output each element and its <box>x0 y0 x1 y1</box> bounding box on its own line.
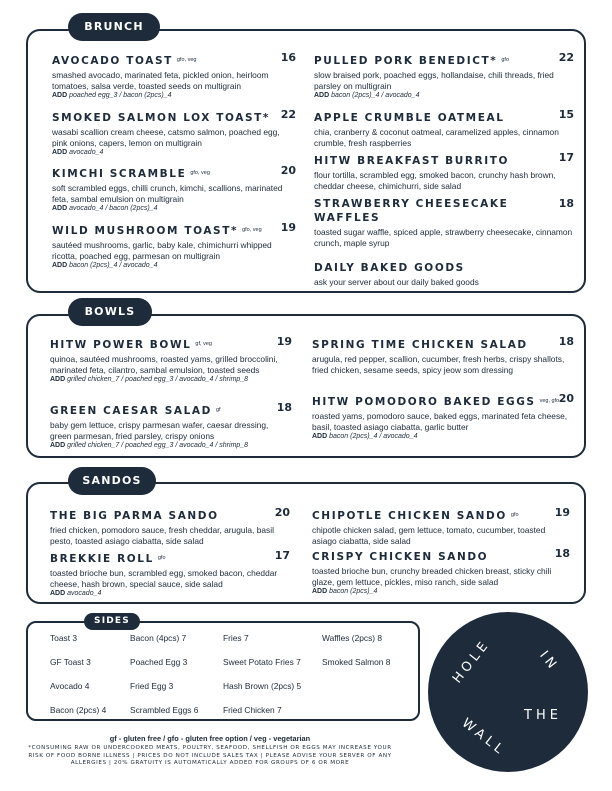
menu-item-kimchi-scramble <box>52 164 296 214</box>
item-tag: gf, veg <box>195 341 212 347</box>
side-bacon-4pcs: Bacon (4pcs) 7 <box>130 633 187 643</box>
item-description: chia, cranberry & coconut oatmeal, caramelized apples, cinnamon crumble, fresh raspberries <box>314 127 559 148</box>
logo-word-in: IN <box>536 648 562 675</box>
bowls-heading: BOWLS <box>68 298 152 326</box>
item-name: APPLE CRUMBLE OATMEAL <box>314 112 505 124</box>
sides-heading: SIDES <box>84 613 140 630</box>
item-name: WILD MUSHROOM TOAST* <box>52 225 239 237</box>
side-fries: Fries 7 <box>223 633 249 643</box>
side-hash-brown: Hash Brown (2pcs) 5 <box>223 681 302 691</box>
item-tag: veg, gfo <box>539 398 560 404</box>
item-price: 18 <box>554 547 570 560</box>
item-name: SPRING TIME CHICKEN SALAD <box>312 339 528 351</box>
menu-item-apple-crumble-oatmeal <box>314 108 574 148</box>
logo-word-hole: HOLE <box>449 636 494 687</box>
item-price: 18 <box>558 335 574 348</box>
item-tag: gfo, veg <box>176 57 197 63</box>
menu-item-strawberry-cheesecake-waffles <box>314 197 574 248</box>
menu-item-smoked-salmon-lox-toast <box>52 108 296 158</box>
item-price: 17 <box>274 549 290 562</box>
hole-in-the-wall-logo <box>428 612 588 772</box>
item-description: soft scrambled eggs, chilli crunch, kimchi, scallions, marinated feta, sambal emulsion on multigrain <box>52 183 283 204</box>
item-addons: ADD avocado_4 <box>50 590 102 598</box>
side-avocado: Avocado 4 <box>50 681 90 691</box>
menu-item-hitw-pomodoro-baked-eggs <box>312 392 574 442</box>
disclaimer-note: *CONSUMING RAW OR UNDERCOOKED MEATS, POULTRY, SEAFOOD, SHELLFISH OR EGGS MAY INCREASE YOUR RISK OF FOOD BORNE ILLNESS | PRICES DO NOT INCLUDE SALES TAX | PLEASE ADVISE YOUR SERVER OF ANY ALLERGIES | 20% GRATUITY IS AUTOMATICALLY ADDED FOR GROUPS OF 6 OR MORE <box>28 745 392 767</box>
item-name: CRISPY CHICKEN SANDO <box>312 551 489 563</box>
item-price: 20 <box>274 506 290 519</box>
item-description: toasted sugar waffle, spiced apple, strawberry cheesecake, cinnamon crunch, maple syrup <box>314 227 573 248</box>
menu-item-daily-baked-goods <box>314 258 574 288</box>
item-name: BREKKIE ROLL <box>50 553 154 565</box>
item-tag: gfo <box>501 57 510 63</box>
menu-item-green-caesar-salad <box>50 401 292 451</box>
logo-word-wall: WALL <box>458 715 509 760</box>
item-description: arugula, red pepper, scallion, cucumber, fresh herbs, crispy shallots, fried chicken, sesame seeds, spicy jeow som dressing <box>312 354 565 375</box>
item-description: chipotle chicken salad, gem lettuce, tomato, cucumber, toasted asiago ciabatta, side salad <box>312 525 546 546</box>
item-name: HITW POMODORO BAKED EGGS <box>312 396 536 408</box>
item-description: smashed avocado, marinated feta, pickled onion, heirloom tomatoes, salsa verde, toasted seeds on multigrain <box>52 70 269 91</box>
item-name: SMOKED SALMON LOX TOAST* <box>52 112 270 124</box>
item-description: fried chicken, pomodoro sauce, fresh cheddar, arugula, basil pesto, toasted asiago ciabatta, side salad <box>50 525 274 546</box>
item-description: ask your server about our daily baked goods <box>314 277 479 287</box>
menu-item-hitw-power-bowl <box>50 335 292 385</box>
menu-item-crispy-chicken-sando <box>312 547 570 597</box>
item-addons: ADD poached egg_3 / bacon (2pcs)_4 <box>52 92 172 100</box>
item-addons: ADD grilled chicken_7 / poached egg_3 / avocado_4 / shrimp_8 <box>50 376 249 384</box>
item-description: roasted yams, pomodoro sauce, baked eggs, marinated feta cheese, basil, toasted asiago ciabatta, garlic butter <box>312 411 568 432</box>
item-price: 18 <box>558 197 574 210</box>
item-tag: gfo, veg <box>242 227 262 233</box>
item-price: 22 <box>558 51 574 64</box>
item-name: HITW BREAKFAST BURRITO <box>314 155 509 167</box>
item-addons: ADD bacon (2pcs)_4 / avocado_4 <box>52 262 158 270</box>
logo-word-the: THE <box>524 708 562 723</box>
item-addons: ADD grilled chicken_7 / poached egg_3 / avocado_4 / shrimp_8 <box>50 442 249 450</box>
side-fried-egg: Fried Egg 3 <box>130 681 174 691</box>
item-name: HITW POWER BOWL <box>50 339 192 351</box>
menu-item-brekkie-roll <box>50 549 290 599</box>
brunch-heading: BRUNCH <box>68 13 160 41</box>
item-name: STRAWBERRY CHEESECAKE WAFFLES <box>314 198 509 224</box>
menu-item-chipotle-chicken-sando <box>312 506 570 546</box>
menu-item-hitw-breakfast-burrito <box>314 151 574 191</box>
side-toast: Toast 3 <box>50 633 78 643</box>
item-name: THE BIG PARMA SANDO <box>50 510 219 522</box>
item-name: DAILY BAKED GOODS <box>314 262 465 274</box>
item-price: 17 <box>558 151 574 164</box>
item-addons: ADD bacon (2pcs)_4 / avocado_4 <box>312 433 418 441</box>
side-fried-chicken: Fried Chicken 7 <box>223 705 282 715</box>
item-addons: ADD bacon (2pcs)_4 <box>312 588 378 596</box>
item-description: toasted brioche bun, scrambled egg, smoked bacon, cheddar cheese, hash brown, special sauce, side salad <box>50 568 278 589</box>
item-description: slow braised pork, poached eggs, hollandaise, chili threads, fried parsley on multigrain <box>314 70 554 91</box>
menu-item-pulled-pork-benedict <box>314 51 574 101</box>
item-name: CHIPOTLE CHICKEN SANDO <box>312 510 507 522</box>
item-name: PULLED PORK BENEDICT* <box>314 55 498 67</box>
menu-item-spring-time-chicken-salad <box>312 335 574 375</box>
item-tag: gf <box>215 407 221 413</box>
side-bacon-2pcs: Bacon (2pcs) 4 <box>50 705 107 715</box>
item-price: 20 <box>280 164 296 177</box>
item-tag: gfo <box>157 555 166 561</box>
item-addons: ADD bacon (2pcs)_4 / avocado_4 <box>314 92 420 100</box>
item-price: 19 <box>554 506 570 519</box>
item-name: AVOCADO TOAST <box>52 55 173 67</box>
item-price: 20 <box>558 392 574 405</box>
side-gf-toast: GF Toast 3 <box>50 657 91 667</box>
side-waffles: Waffles (2pcs) 8 <box>322 633 383 643</box>
item-description: sautéed mushrooms, garlic, baby kale, chimichurri whipped ricotta, poached egg, parmesan on multigrain <box>52 240 272 261</box>
item-description: quinoa, sautéed mushrooms, roasted yams, grilled broccolini, marinated feta, cilantro, sambal emulsion, toasted seeds <box>50 354 278 375</box>
item-name: KIMCHI SCRAMBLE <box>52 168 187 180</box>
sandos-heading: SANDOS <box>68 467 156 495</box>
dietary-legend: gf - gluten free / gfo - gluten free option / veg - vegetarian <box>109 734 311 743</box>
side-sweet-potato-fries: Sweet Potato Fries 7 <box>223 657 301 667</box>
item-description: toasted brioche bun, crunchy breaded chicken breast, sticky chili glaze, gem lettuce, pickles, miso ranch, side salad <box>312 566 552 587</box>
item-addons: ADD avocado_4 / bacon (2pcs)_4 <box>52 205 158 213</box>
menu-item-the-big-parma-sando <box>50 506 290 546</box>
menu-item-wild-mushroom-toast <box>52 221 296 271</box>
item-price: 15 <box>558 108 574 121</box>
item-price: 19 <box>280 221 296 234</box>
item-price: 19 <box>276 335 292 348</box>
menu-item-avocado-toast <box>52 51 296 101</box>
side-scrambled-eggs: Scrambled Eggs 6 <box>130 705 199 715</box>
item-addons: ADD avocado_4 <box>52 149 104 157</box>
item-description: flour tortilla, scrambled egg, smoked bacon, crunchy hash brown, cheddar cheese, chimichurri, side salad <box>314 170 556 191</box>
item-price: 22 <box>280 108 296 121</box>
item-description: wasabi scallion cream cheese, catsmo salmon, poached egg, pink onions, capers, lemon on multigrain <box>52 127 280 148</box>
item-name: GREEN CAESAR SALAD <box>50 405 212 417</box>
item-tag: gfo, veg <box>190 170 210 176</box>
item-price: 18 <box>276 401 292 414</box>
item-description: baby gem lettuce, crispy parmesan wafer, caesar dressing, green parmesan, fried parsley, crispy onions <box>50 420 269 441</box>
side-smoked-salmon: Smoked Salmon 8 <box>322 657 391 667</box>
side-poached-egg: Poached Egg 3 <box>130 657 188 667</box>
item-price: 16 <box>280 51 296 64</box>
item-tag: gfo <box>510 512 519 518</box>
